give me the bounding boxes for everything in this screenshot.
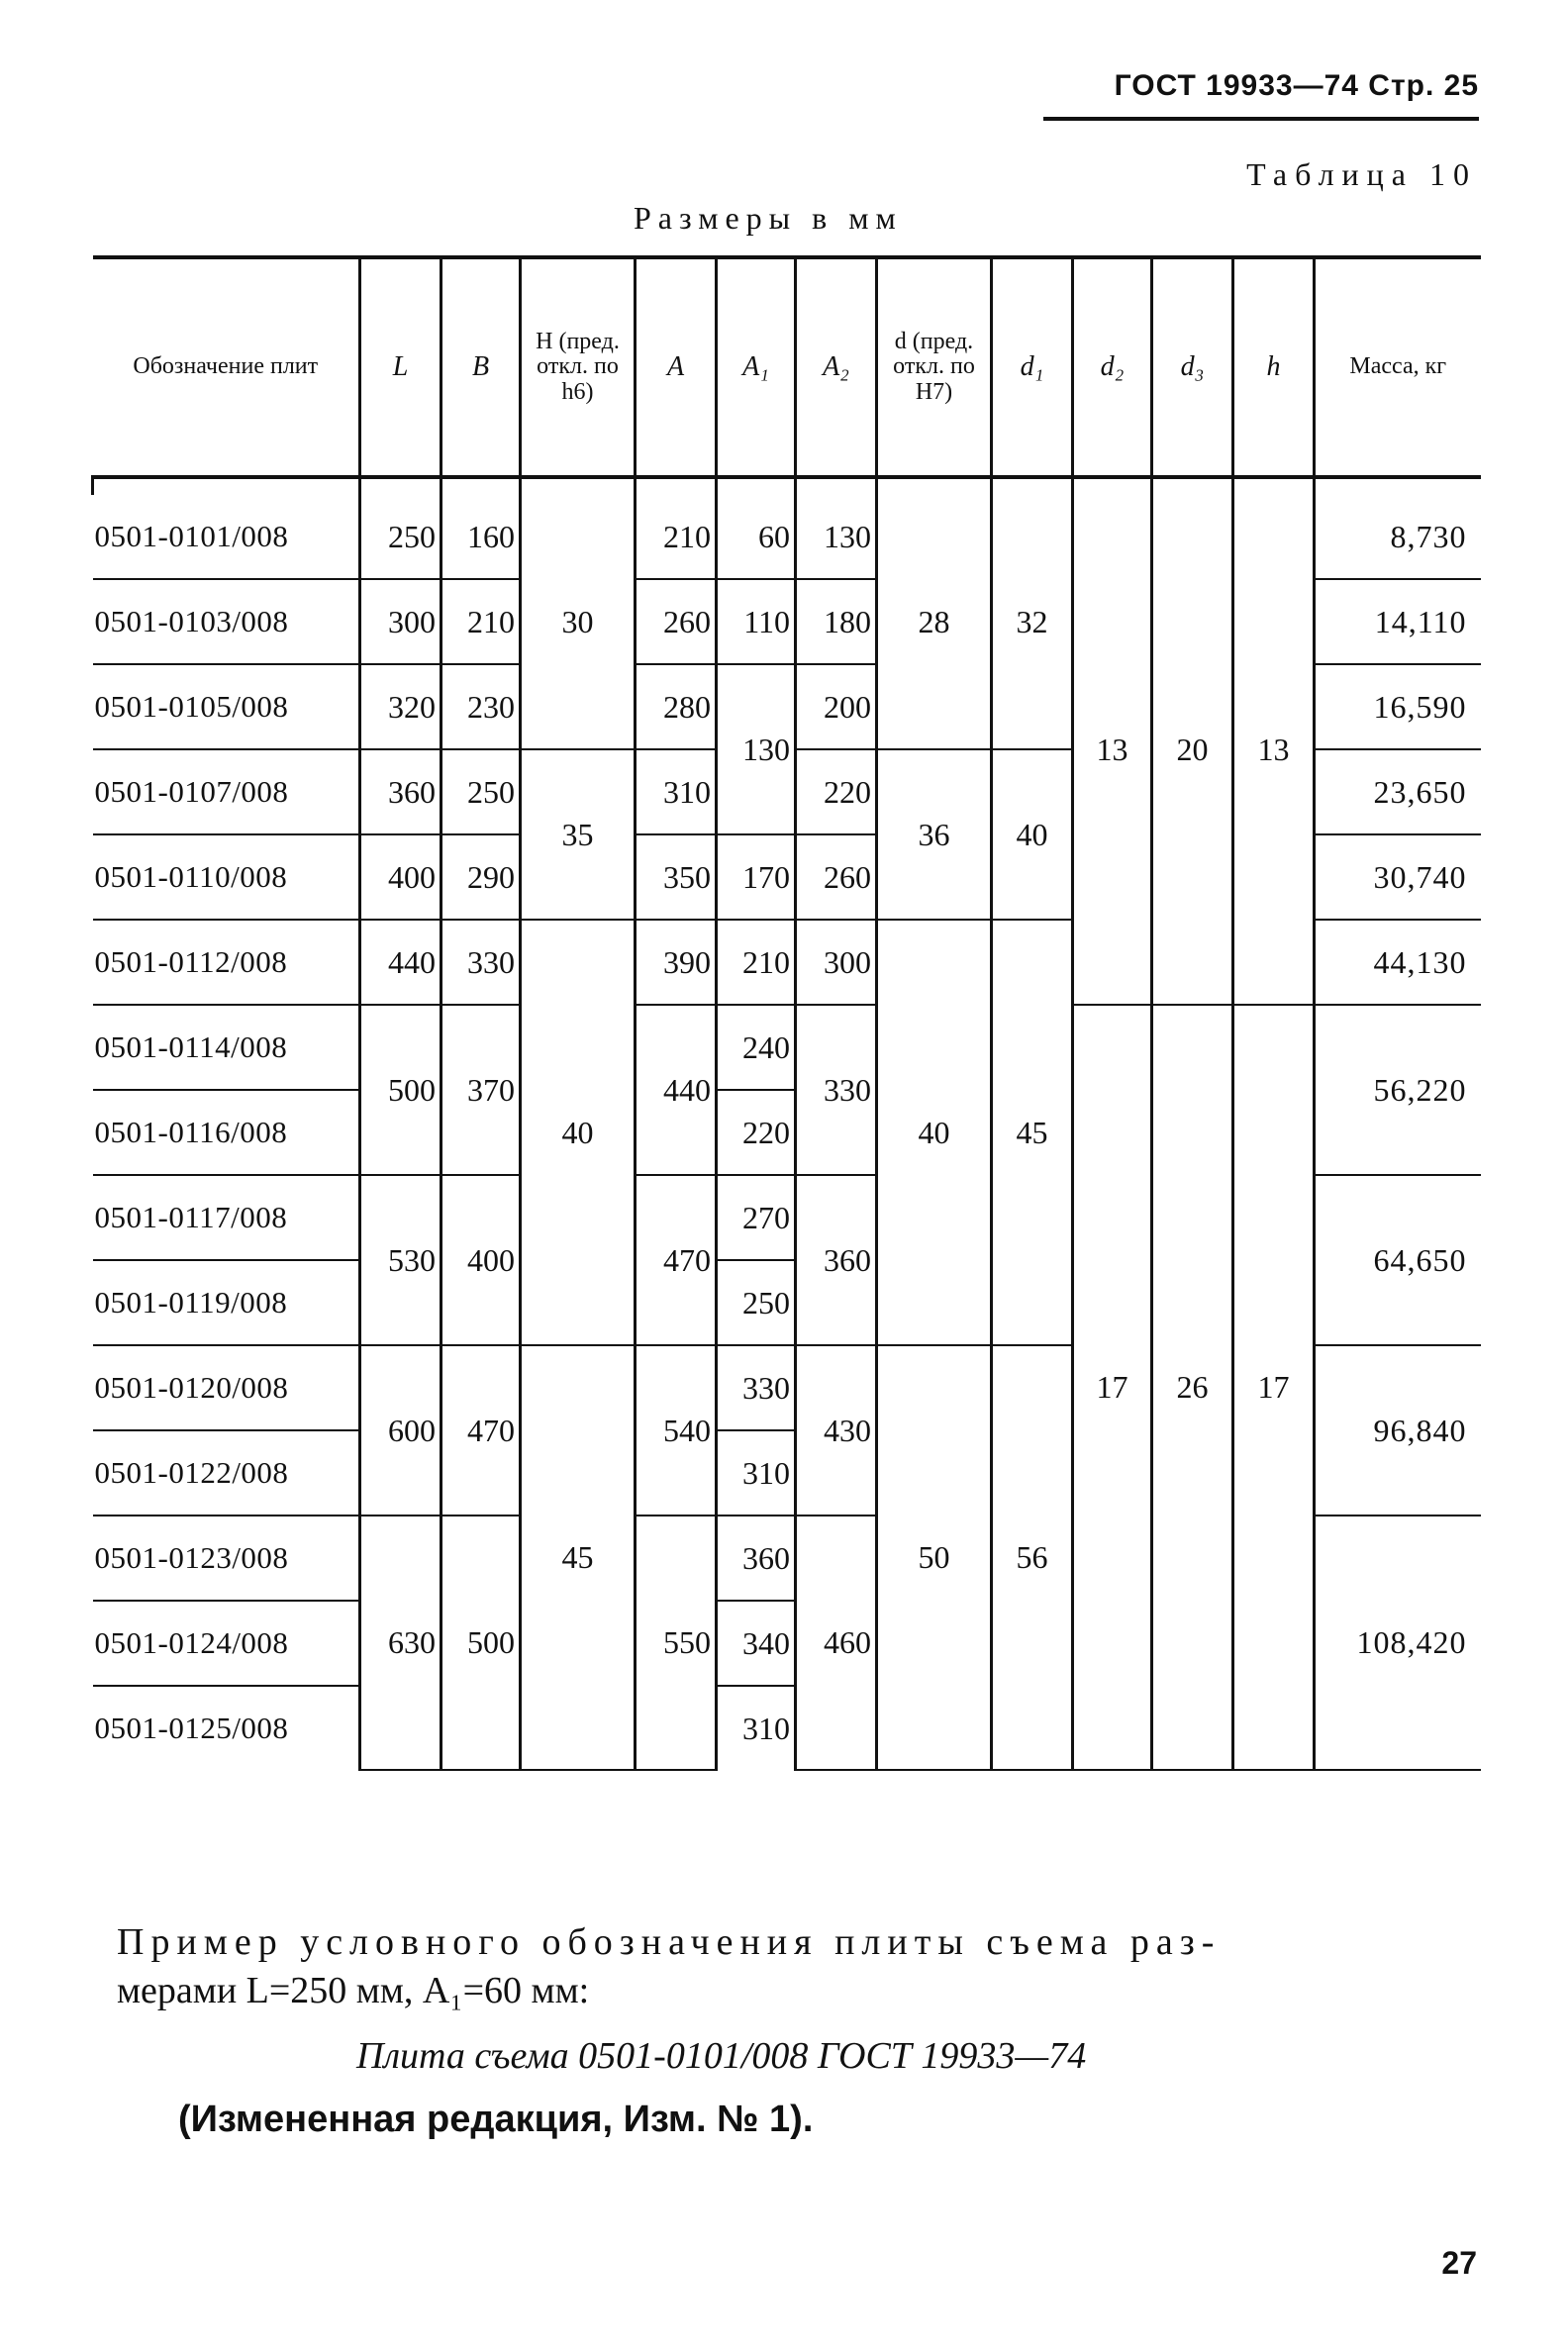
example-designation: Плита съема 0501-0101/008 ГОСТ 19933—74 bbox=[356, 2035, 1087, 2077]
col-header-H: H (пред. откл. по h6) bbox=[521, 257, 636, 477]
cell-H: 35 bbox=[521, 749, 636, 920]
plate-designation: 0501-0114/008 bbox=[93, 1005, 360, 1090]
plate-designation: 0501-0119/008 bbox=[93, 1260, 360, 1345]
col-header-A2: A₂ bbox=[796, 257, 877, 477]
cell-A: 390 bbox=[636, 920, 717, 1005]
plate-designation: 0501-0123/008 bbox=[93, 1516, 360, 1601]
cell-B: 400 bbox=[441, 1175, 521, 1345]
cell-L: 400 bbox=[360, 834, 441, 920]
plate-designation: 0501-0120/008 bbox=[93, 1345, 360, 1430]
cell-A: 470 bbox=[636, 1175, 717, 1345]
cell-d2: 13 bbox=[1073, 495, 1152, 1005]
plate-designation: 0501-0122/008 bbox=[93, 1430, 360, 1516]
cell-A1: 310 bbox=[717, 1686, 796, 1770]
units-label: Размеры в мм bbox=[634, 200, 903, 236]
plate-designation: 0501-0105/008 bbox=[93, 664, 360, 749]
cell-h: 17 bbox=[1233, 1005, 1315, 1770]
cell-d2: 17 bbox=[1073, 1005, 1152, 1770]
plate-designation: 0501-0117/008 bbox=[93, 1175, 360, 1260]
page-header: ГОСТ 19933—74 Стр. 25 bbox=[1114, 69, 1479, 102]
cell-H: 30 bbox=[521, 495, 636, 749]
cell-L: 530 bbox=[360, 1175, 441, 1345]
cell-A: 350 bbox=[636, 834, 717, 920]
cell-d1: 32 bbox=[992, 495, 1073, 749]
cell-A2: 220 bbox=[796, 749, 877, 834]
cell-L: 440 bbox=[360, 920, 441, 1005]
plate-designation: 0501-0110/008 bbox=[93, 834, 360, 920]
cell-mass: 64,650 bbox=[1315, 1175, 1481, 1345]
cell-h: 13 bbox=[1233, 495, 1315, 1005]
col-header-name: Обозначение плит bbox=[93, 257, 360, 477]
cell-mass: 56,220 bbox=[1315, 1005, 1481, 1175]
plates-table bbox=[91, 255, 1481, 1771]
cell-B: 160 bbox=[441, 495, 521, 579]
cell-A2: 430 bbox=[796, 1345, 877, 1516]
cell-B: 210 bbox=[441, 579, 521, 664]
example-line-1: Пример условного обозначения плиты съема раз- bbox=[117, 1921, 1222, 1963]
example-paragraph bbox=[117, 1918, 1489, 2016]
header-rule bbox=[1043, 117, 1479, 121]
cell-A: 550 bbox=[636, 1516, 717, 1770]
cell-mass: 108,420 bbox=[1315, 1516, 1481, 1770]
col-header-A: A bbox=[636, 257, 717, 477]
plate-designation: 0501-0103/008 bbox=[93, 579, 360, 664]
cell-A1: 310 bbox=[717, 1430, 796, 1516]
plate-designation: 0501-0116/008 bbox=[93, 1090, 360, 1175]
cell-L: 250 bbox=[360, 495, 441, 579]
page-number: 27 bbox=[1441, 2245, 1477, 2281]
cell-A2: 260 bbox=[796, 834, 877, 920]
cell-B: 330 bbox=[441, 920, 521, 1005]
cell-d1: 40 bbox=[992, 749, 1073, 920]
plate-designation: 0501-0107/008 bbox=[93, 749, 360, 834]
cell-L: 630 bbox=[360, 1516, 441, 1770]
example-line-2: мерами L=250 мм, A₁=60 мм: bbox=[117, 1970, 590, 2012]
cell-A1: 220 bbox=[717, 1090, 796, 1175]
col-header-d3: d₃ bbox=[1152, 257, 1233, 477]
cell-A1: 360 bbox=[717, 1516, 796, 1601]
cell-H: 40 bbox=[521, 920, 636, 1345]
cell-d: 50 bbox=[877, 1345, 992, 1770]
cell-mass: 44,130 bbox=[1315, 920, 1481, 1005]
plate-designation: 0501-0112/008 bbox=[93, 920, 360, 1005]
plate-designation: 0501-0125/008 bbox=[94, 1711, 289, 1745]
cell-A: 260 bbox=[636, 579, 717, 664]
cell-A2: 360 bbox=[796, 1175, 877, 1345]
cell-d1: 56 bbox=[992, 1345, 1073, 1770]
cell-d3: 26 bbox=[1152, 1005, 1233, 1770]
cell-A1: 170 bbox=[717, 834, 796, 920]
cell-L: 600 bbox=[360, 1345, 441, 1516]
plate-designation: 0501-0101/008 bbox=[93, 495, 360, 579]
cell-d: 36 bbox=[877, 749, 992, 920]
cell-L: 360 bbox=[360, 749, 441, 834]
cell-L: 500 bbox=[360, 1005, 441, 1175]
cell-B: 250 bbox=[441, 749, 521, 834]
cell-A1: 240 bbox=[717, 1005, 796, 1090]
col-header-d1: d₁ bbox=[992, 257, 1073, 477]
cell-A: 540 bbox=[636, 1345, 717, 1516]
cell-d3: 20 bbox=[1152, 495, 1233, 1005]
table-label: Таблица 10 bbox=[1246, 156, 1477, 192]
col-header-mass: Масса, кг bbox=[1315, 257, 1481, 477]
cell-d: 28 bbox=[877, 495, 992, 749]
cell-A1: 130 bbox=[717, 664, 796, 834]
changed-note: (Измененная редакция, Изм. № 1). bbox=[178, 2099, 814, 2140]
cell-A2: 300 bbox=[796, 920, 877, 1005]
cell-A: 210 bbox=[636, 495, 717, 579]
cell-mass: 16,590 bbox=[1315, 664, 1481, 749]
cell-A1: 270 bbox=[717, 1175, 796, 1260]
cell-A1: 210 bbox=[717, 920, 796, 1005]
cell-B: 370 bbox=[441, 1005, 521, 1175]
cell-A: 310 bbox=[636, 749, 717, 834]
cell-A2: 180 bbox=[796, 579, 877, 664]
cell-B: 470 bbox=[441, 1345, 521, 1516]
cell-A2: 460 bbox=[796, 1516, 877, 1770]
plate-designation: 0501-0124/008 bbox=[93, 1601, 360, 1686]
col-header-A1: A₁ bbox=[717, 257, 796, 477]
cell-A: 440 bbox=[636, 1005, 717, 1175]
cell-A1: 340 bbox=[717, 1601, 796, 1686]
cell-A1: 250 bbox=[717, 1260, 796, 1345]
col-header-d: d (пред. откл. по H7) bbox=[877, 257, 992, 477]
cell-mass: 30,740 bbox=[1315, 834, 1481, 920]
cell-A2: 200 bbox=[796, 664, 877, 749]
cell-B: 500 bbox=[441, 1516, 521, 1770]
cell-mass: 96,840 bbox=[1315, 1345, 1481, 1516]
col-header-B: B bbox=[441, 257, 521, 477]
table-row bbox=[93, 495, 1481, 579]
table-header-row bbox=[93, 257, 1481, 477]
cell-d1: 45 bbox=[992, 920, 1073, 1345]
cell-A1: 110 bbox=[717, 579, 796, 664]
cell-d: 40 bbox=[877, 920, 992, 1345]
table-row bbox=[93, 1005, 1481, 1090]
cell-B: 230 bbox=[441, 664, 521, 749]
cell-mass: 8,730 bbox=[1315, 495, 1481, 579]
cell-A2: 130 bbox=[796, 495, 877, 579]
cell-A: 280 bbox=[636, 664, 717, 749]
cell-L: 320 bbox=[360, 664, 441, 749]
cell-A1: 330 bbox=[717, 1345, 796, 1430]
cell-B: 290 bbox=[441, 834, 521, 920]
col-header-d2: d₂ bbox=[1073, 257, 1152, 477]
col-header-L: L bbox=[360, 257, 441, 477]
col-header-h: h bbox=[1233, 257, 1315, 477]
cell-A1: 60 bbox=[717, 495, 796, 579]
cell-mass: 14,110 bbox=[1315, 579, 1481, 664]
cell-L: 300 bbox=[360, 579, 441, 664]
cell-A2: 330 bbox=[796, 1005, 877, 1175]
cell-H: 45 bbox=[521, 1345, 636, 1770]
cell-mass: 23,650 bbox=[1315, 749, 1481, 834]
